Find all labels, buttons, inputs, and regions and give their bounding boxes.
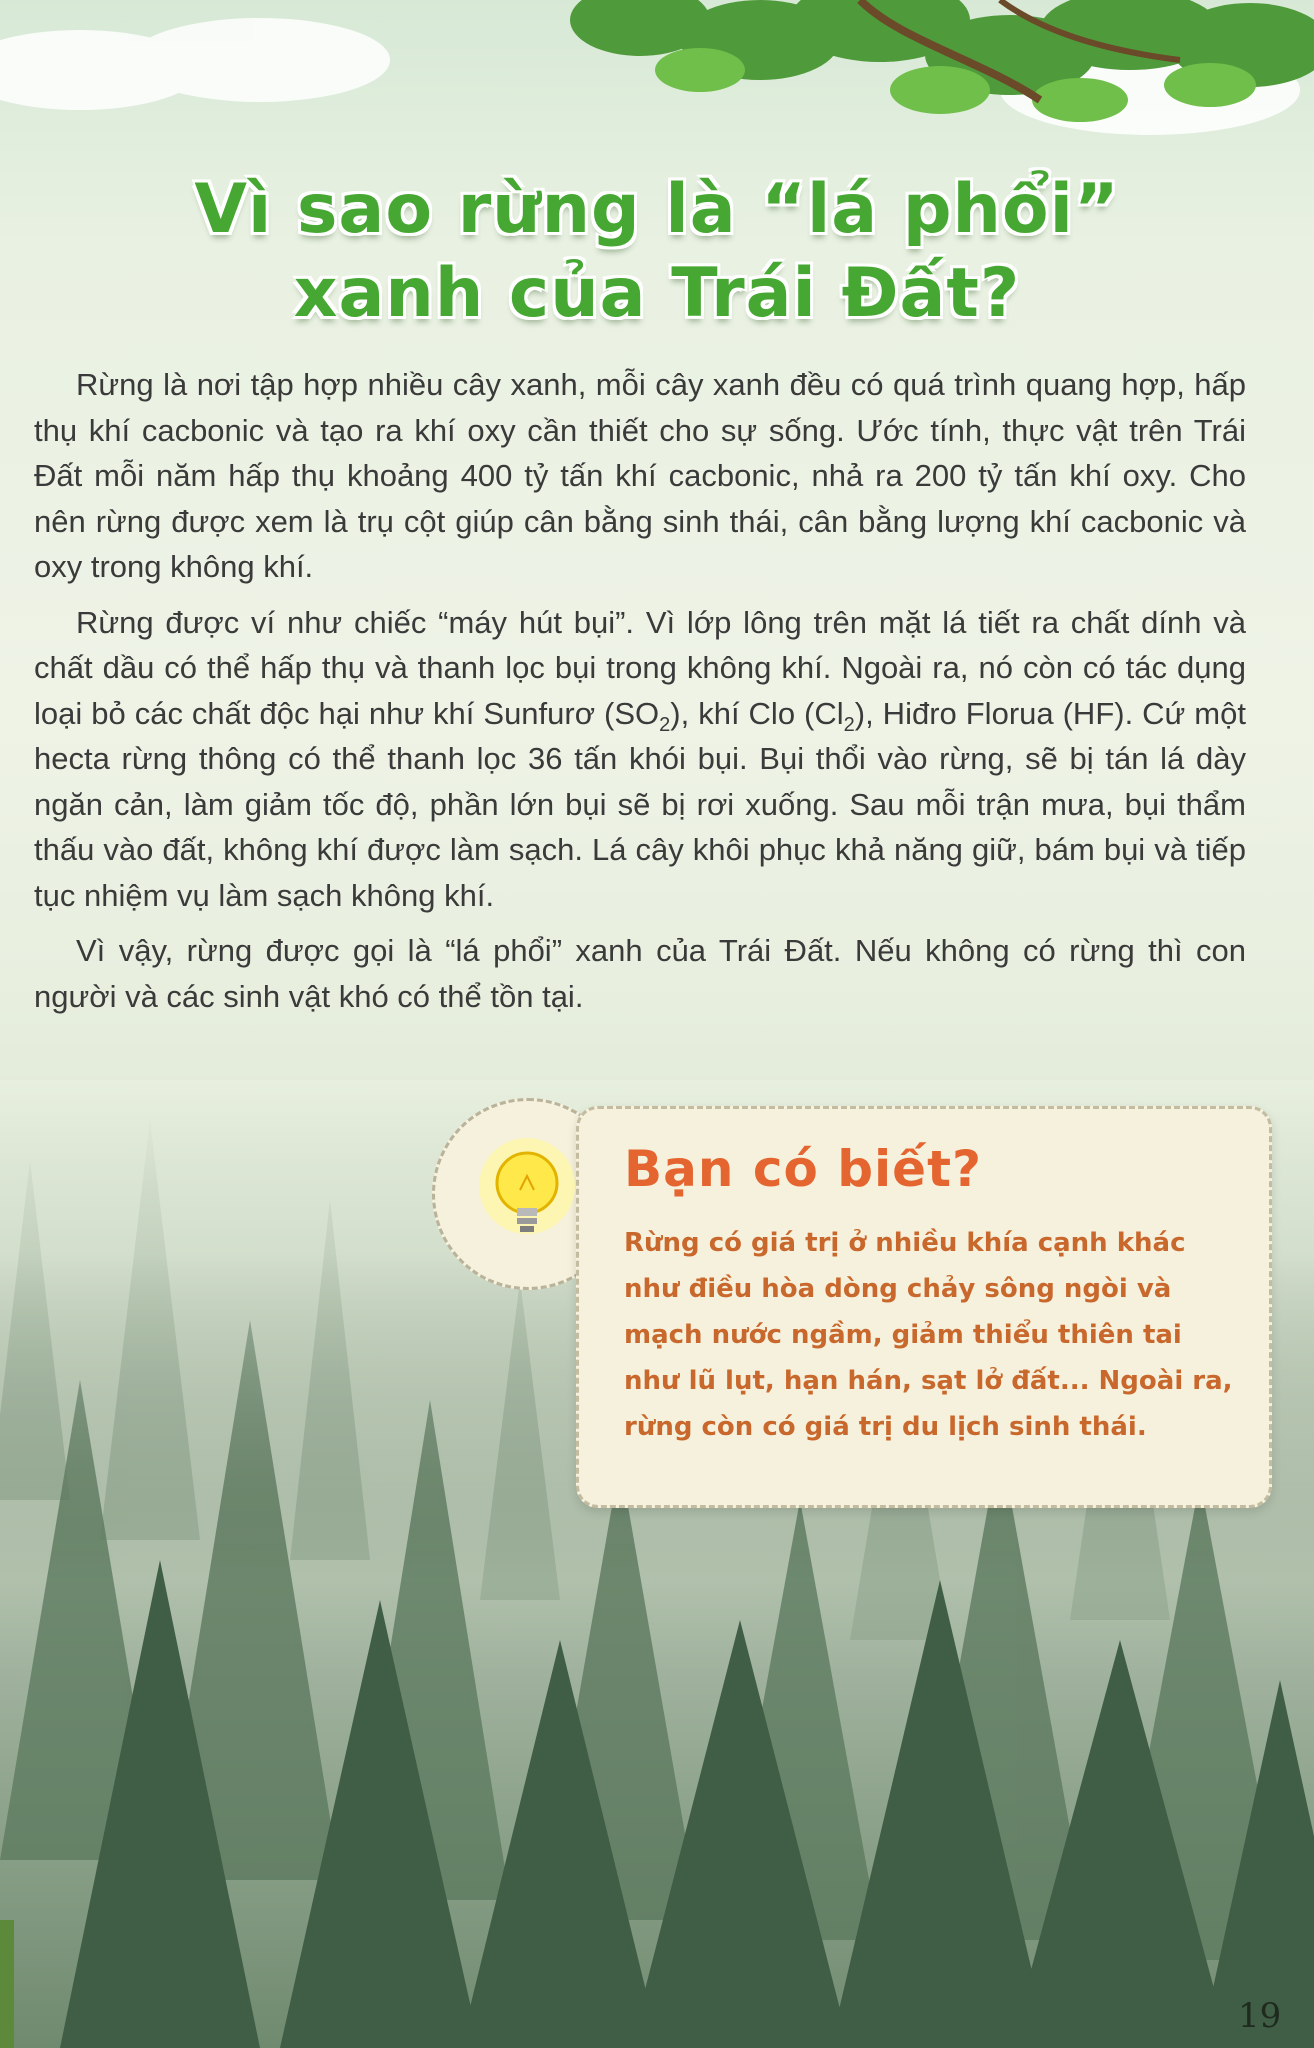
article-body	[34, 362, 1246, 1029]
tree-canopy-illustration	[0, 0, 1314, 180]
paragraph-1: Rừng là nơi tập hợp nhiều cây xanh, mỗi cây xanh đều có quá trình quang hợp, hấp thụ khí cacbonic và tạo ra khí oxy cần thiết cho sự sống. Ước tính, thực vật trên Trái Đất mỗi năm hấp thụ khoảng 400 tỷ tấn khí cacbonic, nhả ra 200 tỷ tấn khí oxy. Cho nên rừng được xem là trụ cột giúp cân bằng sinh thái, cân bằng lượng khí cacbonic và oxy trong không khí.	[34, 367, 1246, 584]
paragraph-2-part-a: Rừng được ví như chiếc “máy hút bụi”. Vì lớp lông trên mặt lá tiết ra chất dính và chất dầu có thể hấp thụ và thanh lọc bụi trong không khí. Ngoài ra, nó còn có tác dụng loại bỏ các chất độc hại như khí Sunfurơ (SO	[34, 604, 1246, 731]
title-line-1: Vì sao rừng là “lá phổi”	[194, 170, 1120, 249]
paragraph-2	[34, 600, 1246, 919]
title-line-2: xanh của Trái Đất?	[293, 254, 1021, 333]
paragraph-2-part-b: ), khí Clo (Cl	[670, 695, 844, 731]
subscript-cl2: 2	[843, 713, 855, 736]
page-number: 19	[1238, 1996, 1282, 2036]
page-title	[0, 168, 1314, 336]
tip-heading: Bạn có biết?	[624, 1140, 982, 1198]
paragraph-3: Vì vậy, rừng được gọi là “lá phổi” xanh của Trái Đất. Nếu không có rừng thì con người và các sinh vật khó có thể tồn tại.	[34, 933, 1246, 1014]
lightbulb-icon	[462, 1128, 592, 1258]
paragraph-2-part-c: ), Hiđro Florua (HF). Cứ một hecta rừng thông có thể thanh lọc 36 tấn khói bụi. Bụi thổi vào rừng, sẽ bị tán lá dày ngăn cản, làm giảm tốc độ, phần lớn bụi sẽ bị rơi xuống. Sau mỗi trận mưa, bụi thẩm thấu vào đất, không khí được làm sạch. Lá cây khôi phục khả năng giữ, bám bụi và tiếp tục nhiệm vụ làm sạch không khí.	[34, 695, 1246, 913]
tip-body: Rừng có giá trị ở nhiều khía cạnh khác như điều hòa dòng chảy sông ngòi và mạch nước ngầm, giảm thiểu thiên tai như lũ lụt, hạn hán, sạt lở đất... Ngoài ra, rừng còn có giá trị du lịch sinh thái.	[624, 1228, 1233, 1442]
subscript-so2: 2	[659, 713, 671, 736]
